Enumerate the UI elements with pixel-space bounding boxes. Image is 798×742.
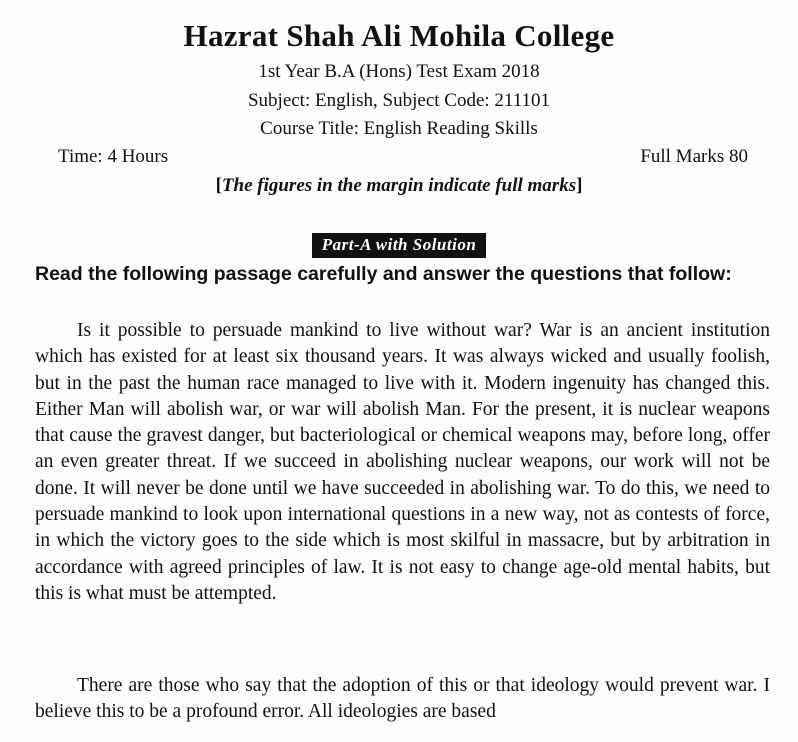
exam-line: 1st Year B.A (Hons) Test Exam 2018 bbox=[258, 61, 540, 82]
full-marks-label: Full Marks 80 bbox=[640, 146, 748, 167]
section-badge: Part-A with Solution bbox=[312, 233, 487, 258]
passage-paragraph-1: Is it possible to persuade mankind to live without war? War is an ancient institution which has existed for at least six thousand years. It was always wicked and usually foolish, but in the past the human race managed to live with it. Modern ingenuity has changed this. Either Man will abolish war, or war will abolish Man. For the present, it is nuclear weapons that cause the gravest danger, but bacteriological or chemical weapons may, before long, offer an even greater threat. If we succeed in abolishing nuclear weapons, our work will not be done. It will never be done until we have succeeded in abolishing war. To do this, we need to persuade mankind to look upon international questions in a new way, not as contests of force, in which the victory goes to the side which is most skilful in massacre, but by arbitration in accordance with agreed principles of law. It is not easy to change age-old mental habits, but this is what must be attempted. bbox=[35, 320, 770, 604]
note-text: The figures in the margin indicate full marks bbox=[221, 175, 577, 196]
passage-paragraph-2: There are those who say that the adoption of this or that ideology would prevent war. I believe this to be a profound error. All ideologies are based bbox=[35, 675, 770, 723]
course-line: Course Title: English Reading Skills bbox=[260, 118, 538, 139]
subject-line: Subject: English, Subject Code: 211101 bbox=[247, 90, 551, 111]
instruction-text: Read the following passage carefully and answer the questions that follow: bbox=[35, 263, 732, 285]
note-close-bracket: ] bbox=[576, 175, 583, 196]
college-title: Hazrat Shah Ali Mohila College bbox=[183, 18, 615, 53]
section-badge-wrap bbox=[0, 233, 798, 258]
note-open-bracket: [ bbox=[215, 175, 222, 196]
time-label: Time: 4 Hours bbox=[58, 146, 169, 167]
marks-note bbox=[0, 175, 798, 197]
